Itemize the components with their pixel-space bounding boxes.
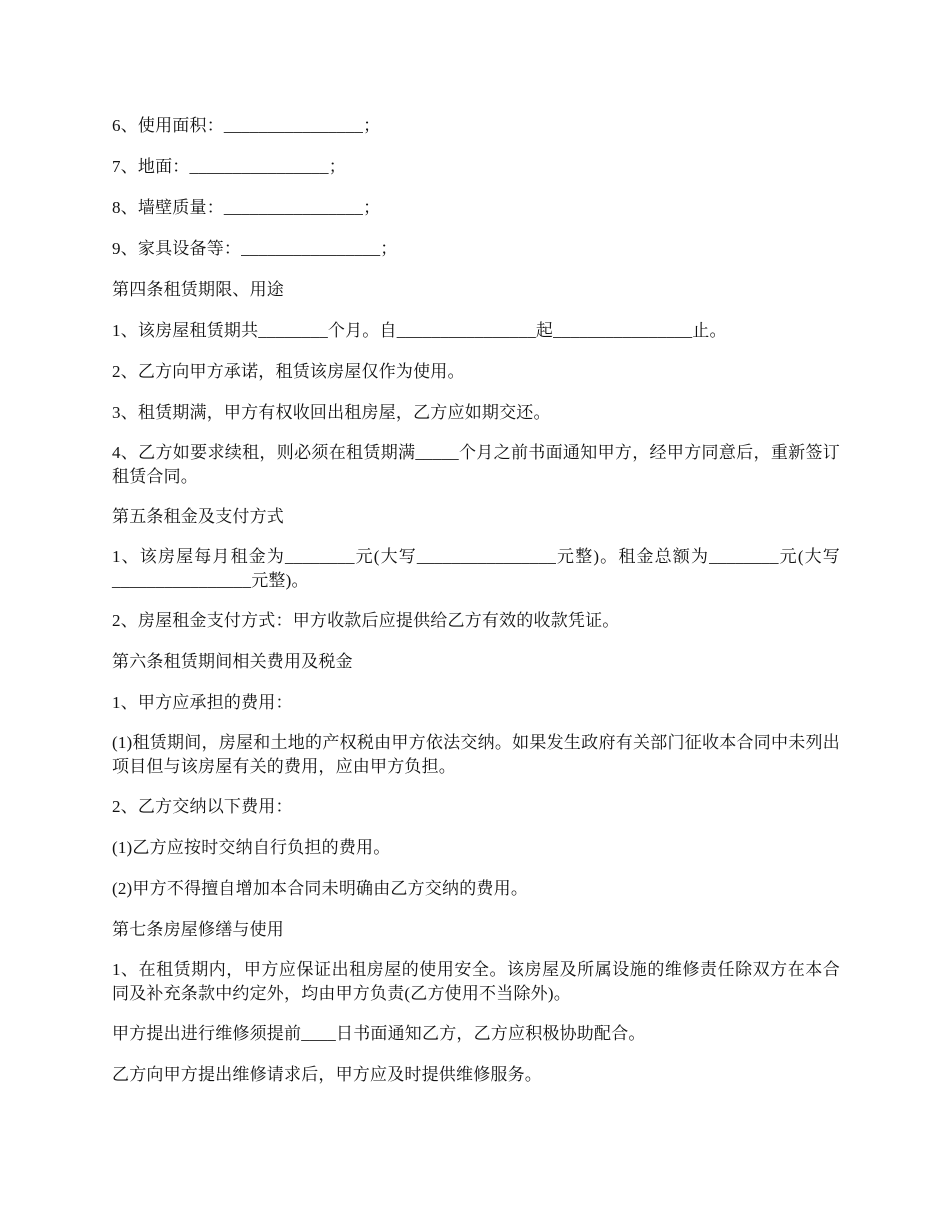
paragraph-repair-service: 乙方向甲方提出维修请求后，甲方应及时提供维修服务。 [112, 1065, 542, 1084]
section-heading-6: 第六条租赁期间相关费用及税金 [112, 652, 353, 671]
paragraph-property-tax: (1)租赁期间，房屋和土地的产权税由甲方依法交纳。如果发生政府有关部门征收本合同中未列出项目但与该房屋有关的费用，应由甲方负担。 [112, 733, 840, 776]
paragraph-lessee-fees: 2、乙方交纳以下费用： [112, 797, 293, 816]
section-heading-7: 第七条房屋修缮与使用 [112, 920, 284, 939]
paragraph-lessee-fee-2: (2)甲方不得擅自增加本合同未明确由乙方交纳的费用。 [112, 879, 529, 898]
paragraph-item-8: 8、墙壁质量：________________； [112, 198, 381, 217]
paragraph-lease-term: 1、该房屋租赁期共________个月。自________________起________________止。 [112, 321, 727, 340]
paragraph-item-9: 9、家具设备等：________________； [112, 239, 398, 258]
paragraph-item-7: 7、地面：________________； [112, 157, 346, 176]
paragraph-lessee-fee-1: (1)乙方应按时交纳自行负担的费用。 [112, 838, 391, 857]
paragraph-lease-use: 2、乙方向甲方承诺，租赁该房屋仅作为使用。 [112, 362, 465, 381]
paragraph-payment-method: 2、房屋租金支付方式：甲方收款后应提供给乙方有效的收款凭证。 [112, 611, 620, 630]
paragraph-rent-amount: 1、该房屋每月租金为________元(大写________________元整)。租金总额为________元(大写________________元整)。 [112, 547, 840, 590]
paragraph-lessor-fees: 1、甲方应承担的费用： [112, 693, 293, 712]
paragraph-repair-notice: 甲方提出进行维修须提前____日书面通知乙方，乙方应积极协助配合。 [112, 1024, 646, 1043]
section-heading-5: 第五条租金及支付方式 [112, 507, 284, 526]
paragraph-item-6: 6、使用面积：________________； [112, 116, 381, 135]
section-heading-4: 第四条租赁期限、用途 [112, 280, 284, 299]
paragraph-repair-duty: 1、在租赁期内，甲方应保证出租房屋的使用安全。该房屋及所属设施的维修责任除双方在本合同及补充条款中约定外，均由甲方负责(乙方使用不当除外)。 [112, 960, 840, 1003]
paragraph-lease-expiry: 3、租赁期满，甲方有权收回出租房屋，乙方应如期交还。 [112, 403, 551, 422]
paragraph-renewal: 4、乙方如要求续租，则必须在租赁期满_____个月之前书面通知甲方，经甲方同意后，重新签订租赁合同。 [112, 443, 840, 486]
